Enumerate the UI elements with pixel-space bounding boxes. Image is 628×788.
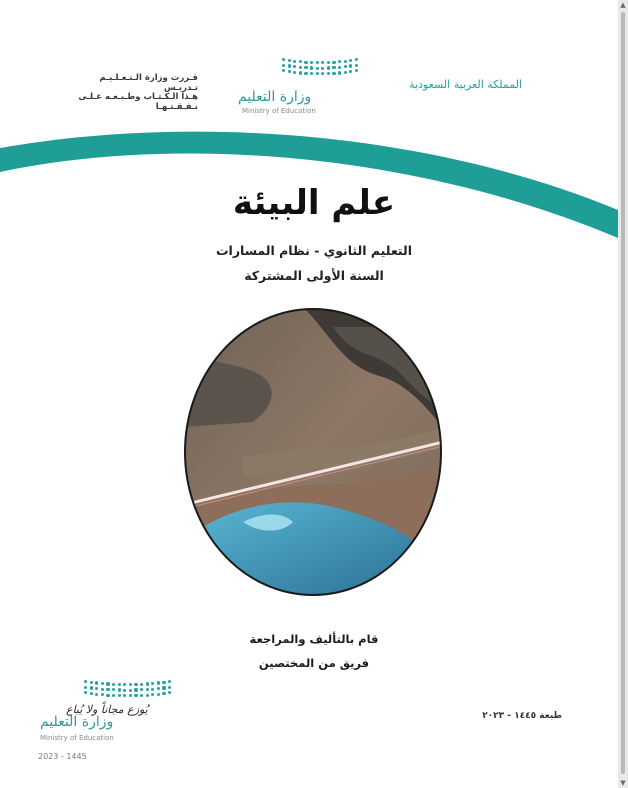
logo-dot bbox=[299, 71, 302, 74]
logo-dot bbox=[168, 691, 171, 694]
ministry-name-ar: وزارة التعليم bbox=[238, 89, 312, 105]
logo-dot bbox=[140, 688, 143, 691]
logo-dot bbox=[288, 59, 291, 62]
scrollbar-thumb[interactable] bbox=[621, 12, 625, 774]
logo-dot bbox=[282, 64, 285, 67]
logo-dot bbox=[332, 61, 335, 64]
logo-dot bbox=[106, 688, 109, 691]
logo-dot bbox=[84, 691, 87, 694]
free-distribution-note: يُوزع مجاناً ولا يُباع bbox=[66, 703, 148, 716]
logo-dot bbox=[151, 682, 154, 685]
logo-dot bbox=[304, 72, 307, 75]
logo-dot bbox=[95, 693, 98, 696]
logo-dot bbox=[288, 70, 291, 73]
logo-dot bbox=[299, 60, 302, 63]
logo-dot bbox=[349, 64, 352, 67]
logo-dot bbox=[332, 72, 335, 75]
logo-dot bbox=[95, 687, 98, 690]
logo-dot bbox=[134, 688, 137, 691]
logo-dot bbox=[118, 688, 121, 691]
year-code: 2023 - 1445 bbox=[38, 752, 87, 761]
logo-dot bbox=[304, 66, 307, 69]
logo-dot bbox=[134, 683, 137, 686]
logo-dot bbox=[146, 694, 149, 697]
logo-dot bbox=[299, 66, 302, 69]
logo-dot bbox=[151, 693, 154, 696]
ministry-name-ar-bottom: وزارة التعليم bbox=[40, 714, 114, 730]
logo-dot bbox=[349, 70, 352, 73]
logo-dot bbox=[140, 694, 143, 697]
cover-satellite-image bbox=[183, 307, 443, 597]
logo-dot bbox=[282, 58, 285, 61]
edition-label: طبعة ١٤٤٥ - ٢٠٢٣ bbox=[482, 711, 562, 721]
logo-dot bbox=[355, 64, 358, 67]
ministry-name-en: Ministry of Education bbox=[242, 107, 316, 115]
logo-dot bbox=[316, 72, 319, 75]
kingdom-label: المملكة العربية السعودية bbox=[409, 78, 522, 91]
authors-line-1: قام بالتأليف والمراجعة bbox=[249, 632, 379, 646]
logo-dot bbox=[84, 686, 87, 689]
logo-dot bbox=[321, 72, 324, 75]
logo-dot bbox=[101, 688, 104, 691]
authors-line-2: فريق من المختصين bbox=[258, 656, 370, 670]
logo-dot bbox=[310, 66, 313, 69]
logo-dot bbox=[162, 692, 165, 695]
logo-dot bbox=[321, 67, 324, 70]
logo-dot bbox=[293, 60, 296, 63]
logo-dot bbox=[101, 693, 104, 696]
logo-dot bbox=[327, 61, 330, 64]
ministry-logo-bottom bbox=[38, 678, 173, 758]
logo-dot bbox=[338, 60, 341, 63]
ministry-name-en-bottom: Ministry of Education bbox=[40, 734, 114, 742]
logo-dot bbox=[355, 69, 358, 72]
logo-dot bbox=[157, 681, 160, 684]
logo-dot bbox=[162, 681, 165, 684]
logo-dot bbox=[327, 72, 330, 75]
vertical-scrollbar[interactable] bbox=[618, 0, 628, 788]
logo-dot bbox=[321, 61, 324, 64]
logo-dot bbox=[157, 687, 160, 690]
logo-dot bbox=[123, 694, 126, 697]
logo-dot bbox=[84, 680, 87, 683]
logo-dot bbox=[162, 686, 165, 689]
logo-dot bbox=[101, 682, 104, 685]
logo-dot bbox=[344, 71, 347, 74]
logo-dot bbox=[338, 71, 341, 74]
logo-dot bbox=[134, 694, 137, 697]
logo-dot bbox=[112, 688, 115, 691]
logo-dot bbox=[157, 693, 160, 696]
logo-dot bbox=[288, 64, 291, 67]
logo-dot bbox=[106, 682, 109, 685]
logo-dot bbox=[344, 65, 347, 68]
logo-dot bbox=[90, 681, 93, 684]
logo-dot bbox=[112, 694, 115, 697]
logo-dot bbox=[118, 694, 121, 697]
logo-dot bbox=[282, 69, 285, 72]
subtitle-year: السنة الأولى المشتركة bbox=[244, 268, 384, 283]
logo-dot bbox=[293, 71, 296, 74]
logo-dot bbox=[316, 67, 319, 70]
logo-dot bbox=[338, 66, 341, 69]
logo-dot bbox=[129, 683, 132, 686]
approval-line-2: هـذا الـكـتـاب وطـبـعـه عـلـى نـفـقـتـهـا bbox=[78, 92, 198, 112]
logo-dot bbox=[168, 686, 171, 689]
logo-dot bbox=[349, 59, 352, 62]
logo-dot bbox=[293, 65, 296, 68]
logo-dot bbox=[118, 683, 121, 686]
logo-dot bbox=[344, 60, 347, 63]
logo-dot bbox=[140, 683, 143, 686]
logo-dot bbox=[95, 681, 98, 684]
logo-dot bbox=[355, 58, 358, 61]
logo-dot bbox=[129, 694, 132, 697]
logo-dot bbox=[310, 61, 313, 64]
logo-dot bbox=[129, 689, 132, 692]
subtitle-track: التعليم الثانوي - نظام المسارات bbox=[215, 243, 413, 258]
logo-dot bbox=[90, 692, 93, 695]
logo-dot bbox=[327, 66, 330, 69]
logo-dot bbox=[146, 682, 149, 685]
logo-dot bbox=[90, 686, 93, 689]
ministry-logo-top bbox=[238, 56, 363, 120]
logo-dot bbox=[304, 61, 307, 64]
logo-dot bbox=[316, 61, 319, 64]
logo-dot bbox=[123, 683, 126, 686]
chevron-down-icon[interactable]: ▼ bbox=[620, 779, 626, 787]
approval-line-1: قـررت وزارة الـتـعـلـيـم تـدريـس bbox=[99, 73, 198, 93]
logo-dot bbox=[332, 66, 335, 69]
logo-dot bbox=[106, 694, 109, 697]
logo-dot bbox=[310, 72, 313, 75]
chevron-up-icon[interactable]: ▲ bbox=[620, 1, 626, 9]
logo-dot bbox=[168, 680, 171, 683]
logo-dot bbox=[123, 689, 126, 692]
logo-dot bbox=[146, 688, 149, 691]
book-title: علم البيئة bbox=[232, 183, 396, 223]
logo-dot bbox=[112, 683, 115, 686]
logo-dot bbox=[151, 688, 154, 691]
